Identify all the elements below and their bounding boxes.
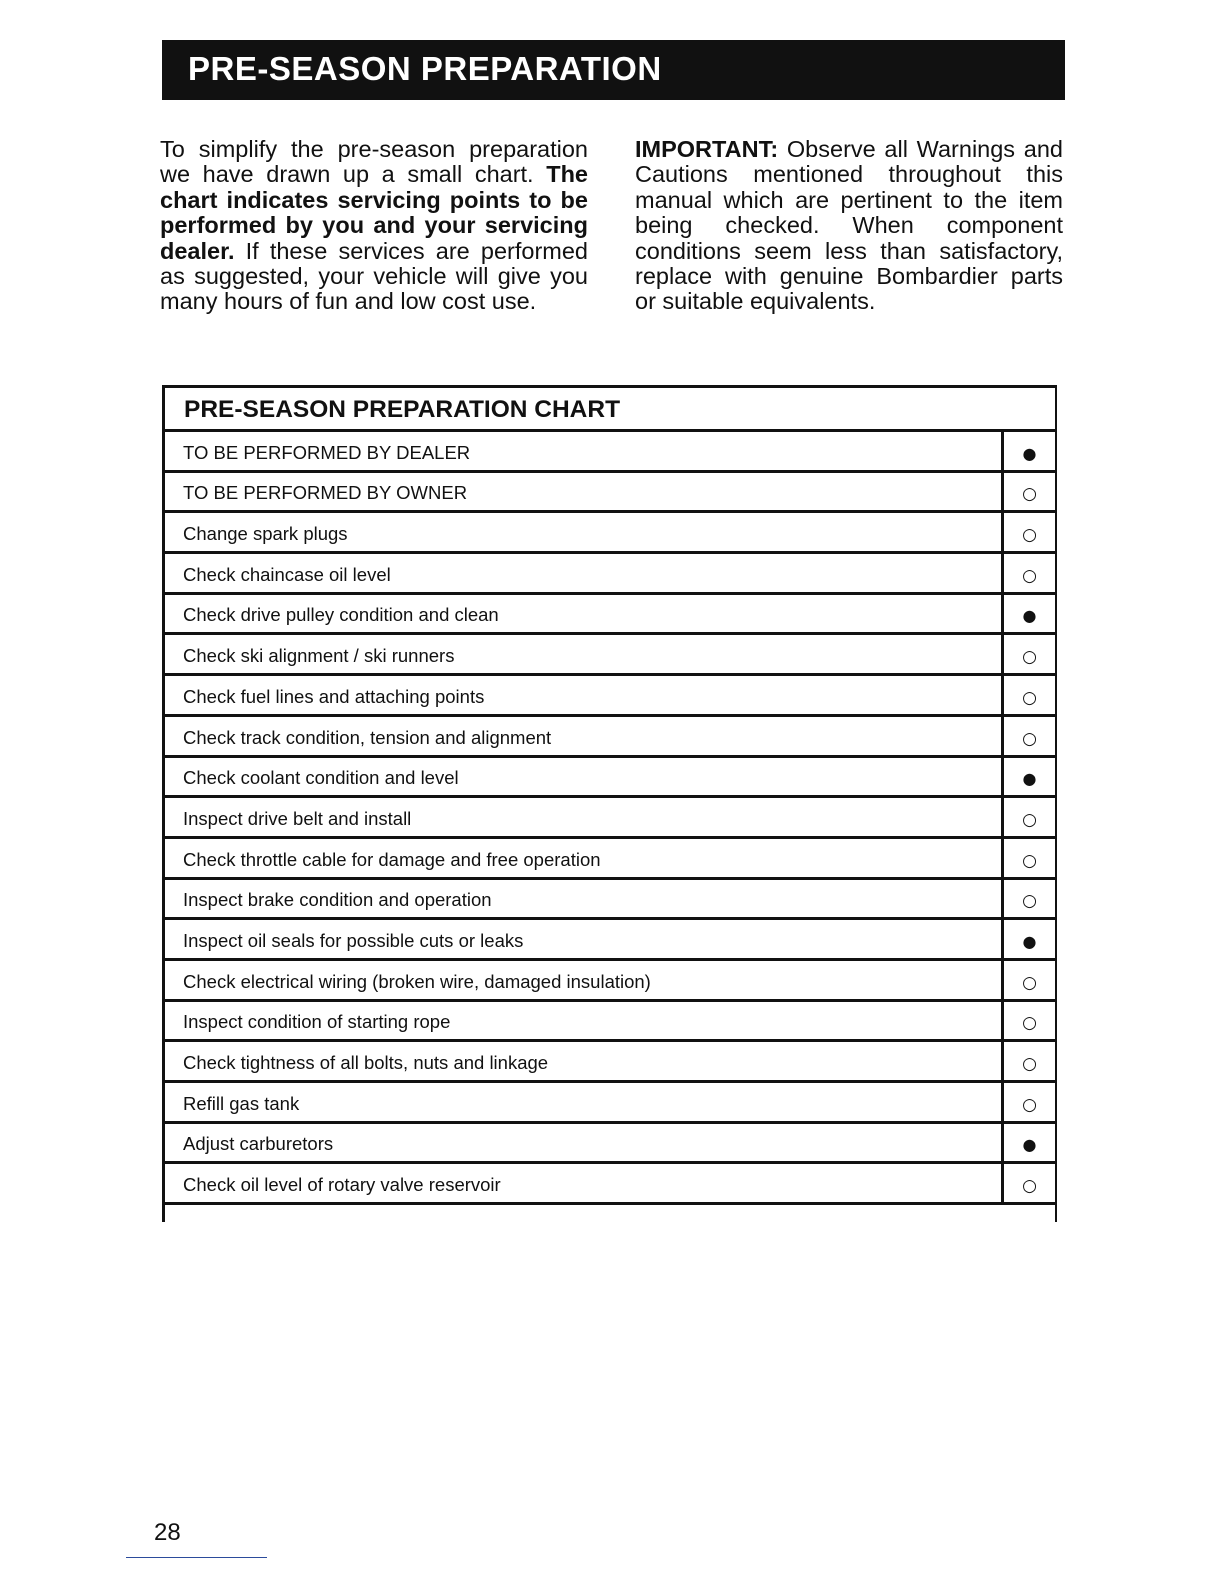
chart-row [165, 717, 1055, 758]
chart-row [165, 758, 1055, 799]
chart-row-label: Check drive pulley condition and clean [183, 604, 499, 626]
chart-row-label: Check oil level of rotary valve reservoir [183, 1174, 501, 1196]
owner-circle-icon: ○ [1022, 1094, 1037, 1115]
chart-row-label: Check fuel lines and attaching points [183, 685, 485, 707]
chart-row-label: Check electrical wiring (broken wire, damaged insulation) [183, 970, 651, 992]
intro-emphasis: The chart indicates servicing points to be performed by you and your servicing dealer. [160, 161, 588, 264]
owner-circle-icon: ○ [1022, 809, 1037, 830]
chart-rows [165, 432, 1055, 1205]
intro-text-end: If these services are performed as suggested, your vehicle will give you many hours of fun and low cost use. [160, 237, 588, 315]
page-title: PRE-SEASON PREPARATION [188, 50, 662, 87]
chart-row-label: Change spark plugs [183, 523, 348, 545]
owner-circle-icon: ○ [1022, 850, 1037, 871]
chart-row [165, 1083, 1055, 1124]
owner-circle-icon: ○ [1022, 687, 1037, 708]
chart-row [165, 595, 1055, 636]
owner-circle-icon: ○ [1022, 891, 1037, 912]
chart-row [165, 1164, 1055, 1205]
footer-rule [126, 1557, 267, 1558]
owner-circle-icon: ○ [1022, 1054, 1037, 1074]
chart-row [165, 432, 1055, 473]
chart-row [165, 676, 1055, 717]
owner-circle-icon: ○ [1022, 565, 1037, 586]
chart-row [165, 1124, 1055, 1165]
dealer-dot-icon: ● [1022, 606, 1037, 626]
chart-row-label: Check tightness of all bolts, nuts and linkage [183, 1052, 549, 1073]
chart-row-label: Inspect brake condition and operation [183, 889, 492, 911]
owner-circle-icon: ○ [1022, 972, 1037, 993]
chart-row-label: TO BE PERFORMED BY DEALER [183, 441, 471, 463]
chart-row-label: Inspect condition of starting rope [183, 1011, 451, 1033]
chart-row [165, 880, 1055, 921]
chart-row [165, 1002, 1055, 1043]
chart-row [165, 554, 1055, 595]
preparation-chart [162, 385, 1057, 1222]
page-number: 28 [154, 1519, 181, 1546]
chart-row-label: Inspect drive belt and install [183, 807, 412, 829]
important-paragraph [635, 137, 1063, 315]
owner-circle-icon: ○ [1022, 1013, 1037, 1034]
chart-row [165, 635, 1055, 676]
intro-paragraph [160, 137, 588, 315]
page-header-banner [162, 40, 1065, 100]
dealer-dot-icon: ● [1022, 769, 1037, 789]
chart-row-label: Inspect oil seals for possible cuts or leaks [183, 929, 524, 951]
chart-row-label: Check chaincase oil level [183, 563, 391, 585]
chart-row [165, 513, 1055, 554]
chart-title: PRE-SEASON PREPARATION CHART [184, 396, 621, 423]
chart-row [165, 1042, 1055, 1083]
important-label: IMPORTANT: [635, 136, 779, 162]
owner-circle-icon: ○ [1022, 728, 1037, 749]
intro-text-start: To simplify the pre-season preparation we have drawn up a small chart. [160, 136, 588, 188]
owner-circle-icon: ○ [1022, 525, 1037, 546]
chart-row [165, 839, 1055, 880]
chart-row-label: Check coolant condition and level [183, 767, 459, 789]
important-text: Observe all Warnings and Cautions mentioned throughout this manual which are pertinent to the item being checked. When component conditions seem less than satisfactory, replace with genuine Bombardier parts or suitable equivalents. [635, 136, 1063, 315]
chart-row-label: Check track condition, tension and alignment [183, 726, 552, 748]
owner-circle-icon: ○ [1022, 484, 1037, 505]
owner-circle-icon: ○ [1022, 1176, 1037, 1197]
dealer-dot-icon: ● [1022, 443, 1037, 463]
owner-circle-icon: ○ [1022, 647, 1037, 668]
chart-row-label: Check ski alignment / ski runners [183, 645, 455, 667]
dealer-dot-icon: ● [1022, 931, 1037, 951]
chart-row [165, 473, 1055, 514]
chart-row-label: Adjust carburetors [183, 1133, 334, 1155]
chart-row [165, 920, 1055, 961]
dealer-dot-icon: ● [1022, 1135, 1037, 1155]
chart-row-label: TO BE PERFORMED BY OWNER [183, 482, 468, 504]
chart-row [165, 961, 1055, 1002]
chart-row-label: Check throttle cable for damage and free operation [183, 848, 601, 870]
chart-row-label: Refill gas tank [183, 1092, 300, 1114]
chart-row [165, 798, 1055, 839]
